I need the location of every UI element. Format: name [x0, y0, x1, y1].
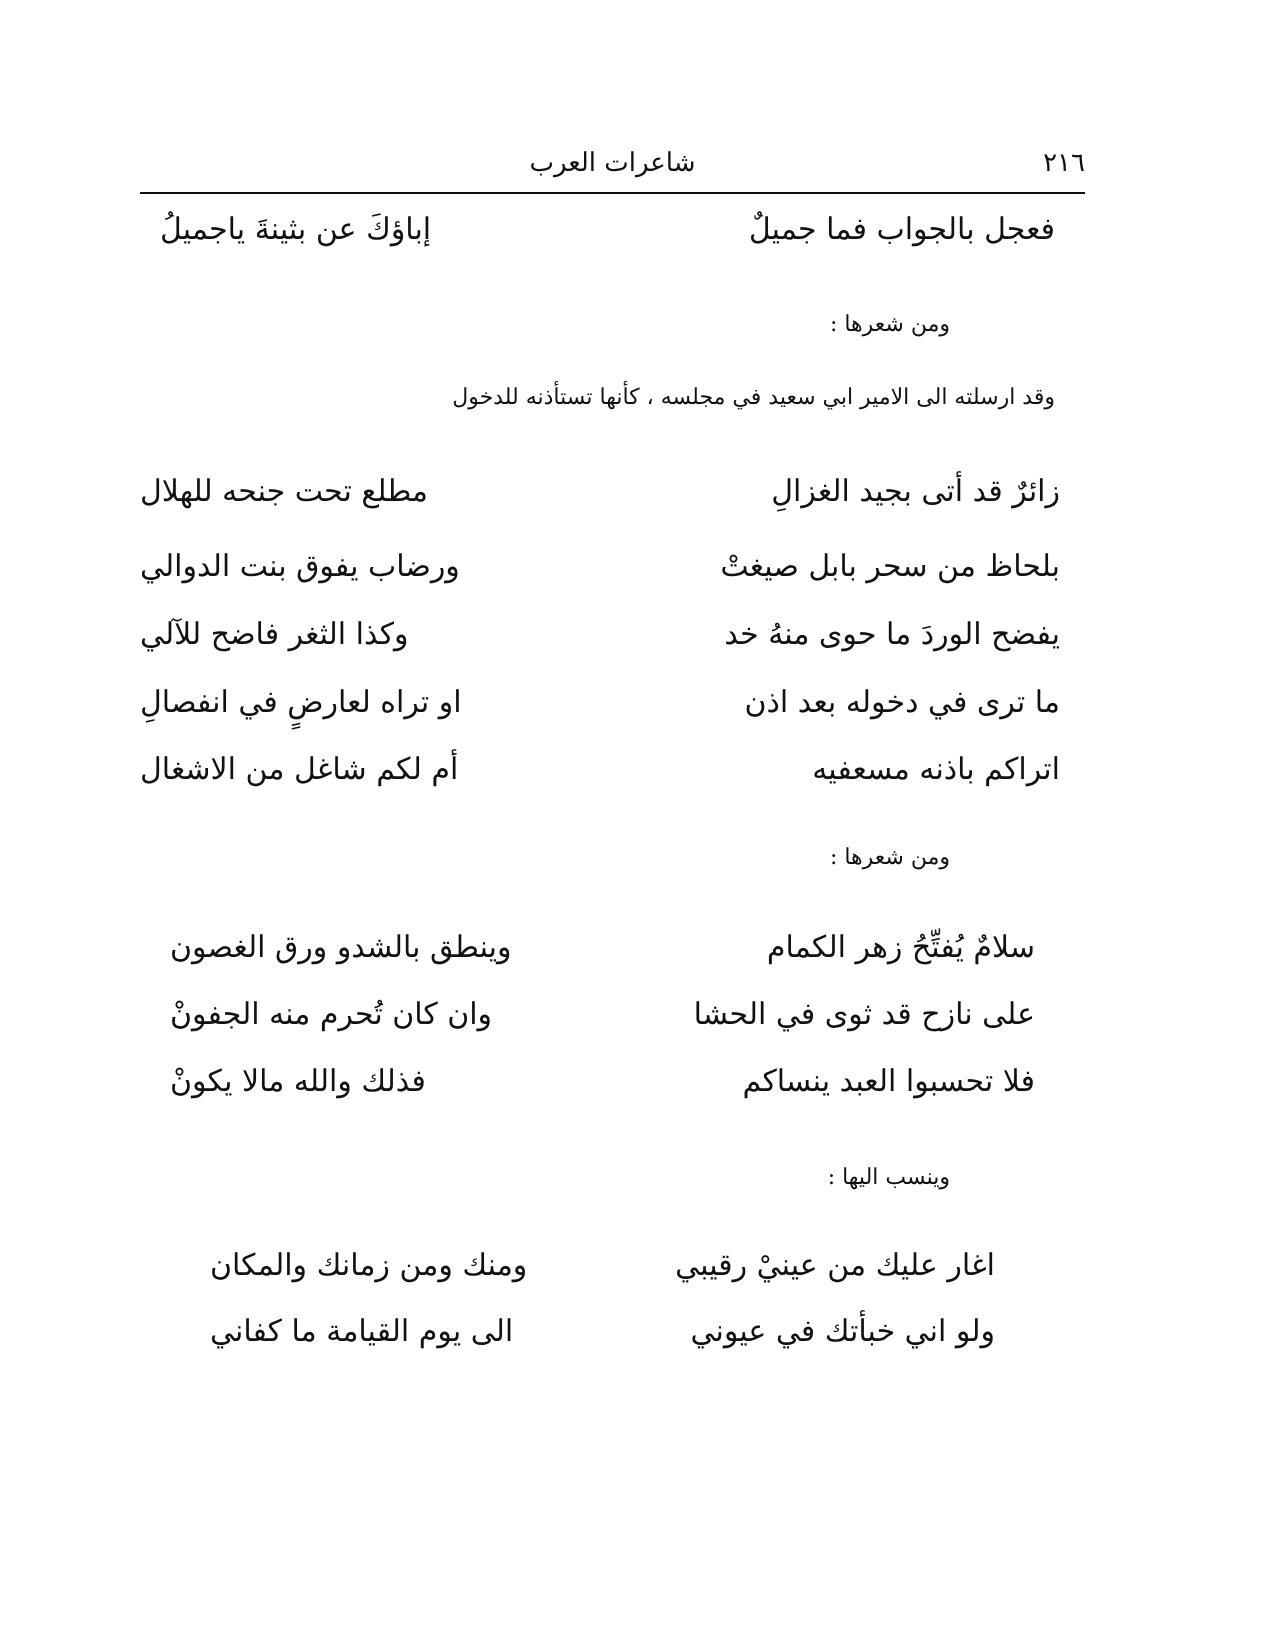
- page-number: ٢١٦: [1043, 148, 1085, 178]
- verse-right-hemistich: يفضح الوردَ ما حوى منهُ خد: [724, 617, 1060, 652]
- verse-right-hemistich: ولو اني خبأتك في عيوني: [690, 1314, 995, 1349]
- verse: [140, 605, 1060, 665]
- verse: [170, 918, 1035, 978]
- verse-left-hemistich: ورضاب يفوق بنت الدوالي: [140, 549, 460, 584]
- page-header: [140, 148, 1085, 188]
- verse-left-hemistich: وينطق بالشدو ورق الغصون: [170, 930, 512, 965]
- verse: [140, 537, 1060, 597]
- section-heading: ومن شعرها :: [829, 312, 950, 337]
- verse-left-hemistich: أم لكم شاغل من الاشغال: [140, 752, 459, 787]
- section-heading: ومن شعرها :: [829, 845, 950, 870]
- verse-left-hemistich: وان كان تُحرم منه الجفونْ: [170, 997, 493, 1032]
- verse-right-hemistich: اغار عليك من عينيْ رقيبي: [675, 1248, 995, 1283]
- verse: [140, 740, 1060, 800]
- verse-right-hemistich: على نازح قد ثوى في الحشا: [693, 997, 1035, 1032]
- verse-left-hemistich: الى يوم القيامة ما كفاني: [210, 1314, 514, 1349]
- verse-right-hemistich: بلحاظ من سحر بابل صيغتْ: [720, 549, 1060, 584]
- verse: [210, 1236, 995, 1296]
- verse-right-hemistich: اتراكم باذنه مسعفيه: [812, 752, 1060, 787]
- verse-left-hemistich: مطلع تحت جنحه للهلال: [140, 474, 429, 509]
- verse-right-hemistich: سلامٌ يُفتِّحُ زهر الكمام: [766, 930, 1035, 965]
- verse: [140, 462, 1060, 522]
- running-title: شاعرات العرب: [529, 148, 696, 178]
- verse: [140, 673, 1060, 733]
- opening-verse: [160, 200, 1055, 260]
- verse-left-hemistich: إباؤكَ عن بثينةَ ياجميلُ: [160, 212, 432, 247]
- section-heading: وينسب اليها :: [827, 1165, 950, 1190]
- verse: [210, 1302, 995, 1362]
- verse-right-hemistich: زائرٌ قد أتى بجيد الغزالِ: [771, 474, 1060, 509]
- verse-left-hemistich: ومنك ومن زمانك والمكان: [210, 1248, 528, 1283]
- header-rule: [140, 192, 1085, 194]
- verse-right-hemistich: ما ترى في دخوله بعد اذن: [744, 685, 1060, 720]
- verse-left-hemistich: او تراه لعارضٍ في انفصالِ: [140, 685, 462, 720]
- section-note: وقد ارسلته الى الامير ابي سعيد في مجلسه ، كأنها تستأذنه للدخول: [452, 385, 1055, 410]
- verse: [170, 985, 1035, 1045]
- verse-left-hemistich: وكذا الثغر فاضح للآلي: [140, 617, 409, 652]
- verse-right-hemistich: فعجل بالجواب فما جميلٌ: [748, 212, 1055, 247]
- verse-left-hemistich: فذلك والله مالا يكونْ: [170, 1064, 426, 1099]
- verse-right-hemistich: فلا تحسبوا العبد ينساكم: [742, 1064, 1035, 1099]
- verse: [170, 1052, 1035, 1112]
